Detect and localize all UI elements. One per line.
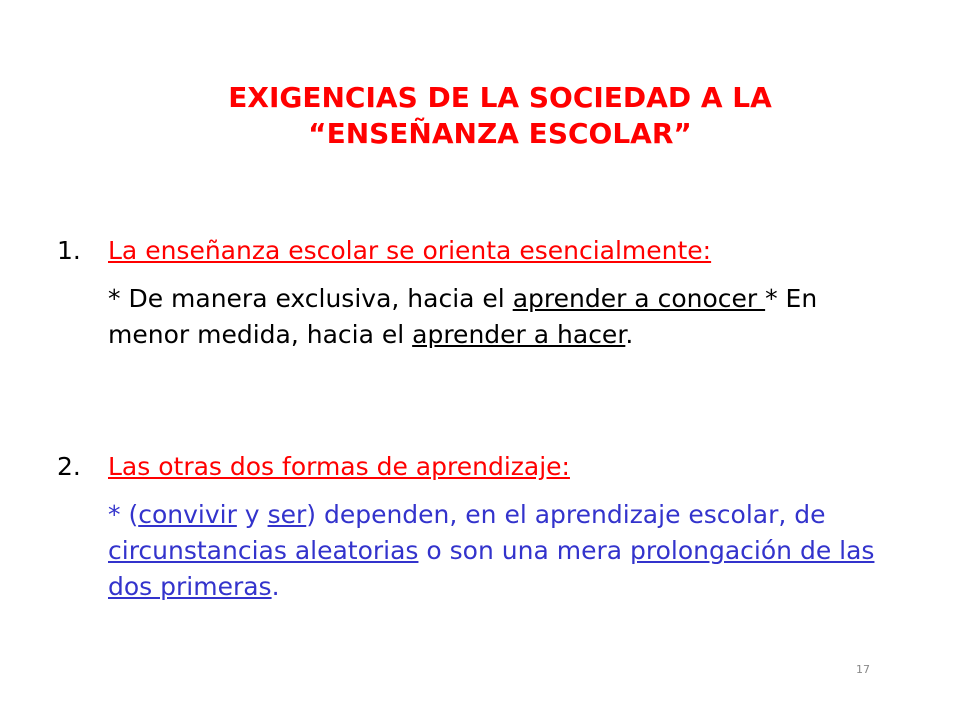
item-2-underlined-4: prolongación de las dos primeras <box>108 536 875 601</box>
item-1-text-1: * De manera exclusiva, hacia el <box>108 284 513 313</box>
item-1-text-3: . <box>625 320 634 349</box>
item-1-heading: La enseñanza escolar se orienta esencialmente: <box>108 236 712 265</box>
item-2-number: 2. <box>57 452 81 481</box>
item-1-underlined-1: aprender a conocer <box>512 284 766 313</box>
item-1-body <box>108 281 888 353</box>
item-2-body <box>108 497 888 605</box>
item-2-text-3: ) dependen, en el aprendizaje escolar, de <box>306 500 826 529</box>
item-1-number: 1. <box>57 236 81 265</box>
slide-title-line-1: EXIGENCIAS DE LA SOCIEDAD A LA <box>228 81 772 114</box>
item-2-text-4: o son una mera <box>418 536 631 565</box>
slide-title <box>150 80 850 152</box>
slide-title-line-2: “ENSEÑANZA ESCOLAR” <box>308 117 692 150</box>
item-2-underlined-1: convivir <box>138 500 237 529</box>
item-1-text-2: * En menor medida, hacia el <box>108 284 818 349</box>
item-1-underlined-2: aprender a hacer <box>412 320 626 349</box>
item-2-text-5: . <box>271 572 280 601</box>
item-2-text-1: * ( <box>108 500 139 529</box>
item-2-heading: Las otras dos formas de aprendizaje: <box>108 452 570 481</box>
item-2-text-2: y <box>236 500 268 529</box>
item-2-underlined-2: ser <box>267 500 307 529</box>
page-number: 17 <box>856 663 870 676</box>
item-2-underlined-3: circunstancias aleatorias <box>108 536 419 565</box>
